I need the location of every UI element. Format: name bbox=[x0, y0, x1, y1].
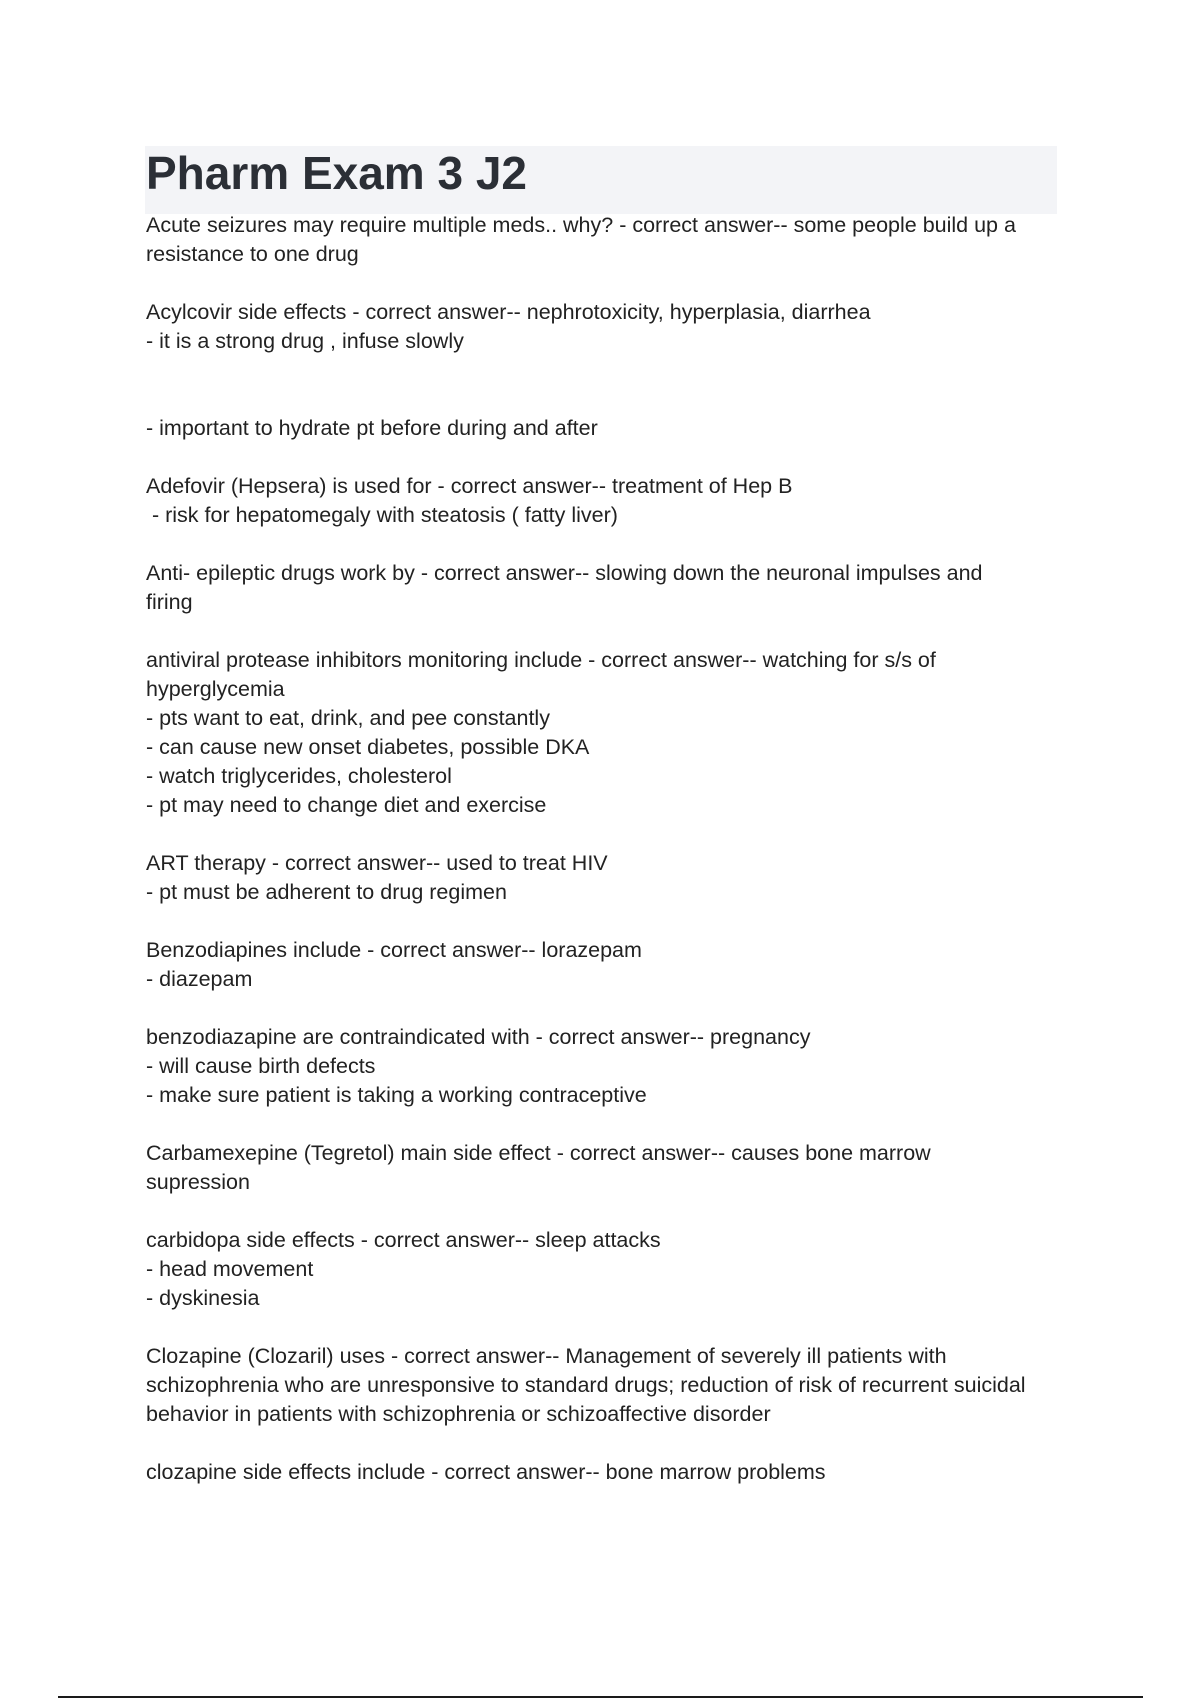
text-line: - will cause birth defects bbox=[146, 1054, 376, 1078]
text-line: resistance to one drug bbox=[146, 242, 359, 266]
text-line: - watch triglycerides, cholesterol bbox=[146, 764, 452, 788]
text-line: ART therapy - correct answer-- used to treat HIV bbox=[146, 851, 608, 875]
blank-line bbox=[146, 1197, 1066, 1226]
document-title: Pharm Exam 3 J2 bbox=[146, 147, 528, 199]
blank-line bbox=[146, 443, 1066, 472]
text-line: supression bbox=[146, 1170, 250, 1194]
blank-line bbox=[146, 907, 1066, 936]
text-line: antiviral protease inhibitors monitoring include - correct answer-- watching for s/s of bbox=[146, 648, 936, 672]
text-line: - pt must be adherent to drug regimen bbox=[146, 880, 507, 904]
text-line: carbidopa side effects - correct answer-- sleep attacks bbox=[146, 1228, 661, 1252]
text-line: - make sure patient is taking a working contraceptive bbox=[146, 1083, 647, 1107]
footer-rule bbox=[58, 1696, 1143, 1698]
text-line: - pt may need to change diet and exercise bbox=[146, 793, 547, 817]
text-line: Acute seizures may require multiple meds.. why? - correct answer-- some people build up a bbox=[146, 213, 1016, 237]
text-line: Carbamexepine (Tegretol) main side effect - correct answer-- causes bone marrow bbox=[146, 1141, 931, 1165]
blank-line bbox=[146, 820, 1066, 849]
text-line: - can cause new onset diabetes, possible DKA bbox=[146, 735, 590, 759]
text-line: - head movement bbox=[146, 1257, 314, 1281]
text-line: - dyskinesia bbox=[146, 1286, 260, 1310]
blank-line bbox=[146, 530, 1066, 559]
text-line: Clozapine (Clozaril) uses - correct answer-- Management of severely ill patients with bbox=[146, 1344, 947, 1368]
text-line: - it is a strong drug , infuse slowly bbox=[146, 329, 464, 353]
text-line: Adefovir (Hepsera) is used for - correct answer-- treatment of Hep B bbox=[146, 474, 793, 498]
blank-line bbox=[146, 1313, 1066, 1342]
text-line: Benzodiapines include - correct answer-- lorazepam bbox=[146, 938, 642, 962]
blank-line bbox=[146, 994, 1066, 1023]
blank-line bbox=[146, 1110, 1066, 1139]
blank-line bbox=[146, 356, 1066, 385]
text-line: firing bbox=[146, 590, 193, 614]
text-line: - diazepam bbox=[146, 967, 253, 991]
text-line: Acylcovir side effects - correct answer-- nephrotoxicity, hyperplasia, diarrhea bbox=[146, 300, 871, 324]
text-line: benzodiazapine are contraindicated with - correct answer-- pregnancy bbox=[146, 1025, 811, 1049]
blank-line bbox=[146, 1429, 1066, 1458]
text-line: clozapine side effects include - correct answer-- bone marrow problems bbox=[146, 1460, 826, 1484]
document-body bbox=[146, 211, 1066, 1487]
text-line: behavior in patients with schizophrenia or schizoaffective disorder bbox=[146, 1402, 771, 1426]
blank-line bbox=[146, 269, 1066, 298]
text-line: - important to hydrate pt before during and after bbox=[146, 416, 598, 440]
blank-line bbox=[146, 617, 1066, 646]
text-line: - pts want to eat, drink, and pee constantly bbox=[146, 706, 550, 730]
text-line: - risk for hepatomegaly with steatosis ( fatty liver) bbox=[146, 503, 618, 527]
text-line: hyperglycemia bbox=[146, 677, 285, 701]
text-line: Anti- epileptic drugs work by - correct answer-- slowing down the neuronal impulses and bbox=[146, 561, 983, 585]
blank-line bbox=[146, 385, 1066, 414]
text-line: schizophrenia who are unresponsive to standard drugs; reduction of risk of recurrent suicidal bbox=[146, 1373, 1026, 1397]
